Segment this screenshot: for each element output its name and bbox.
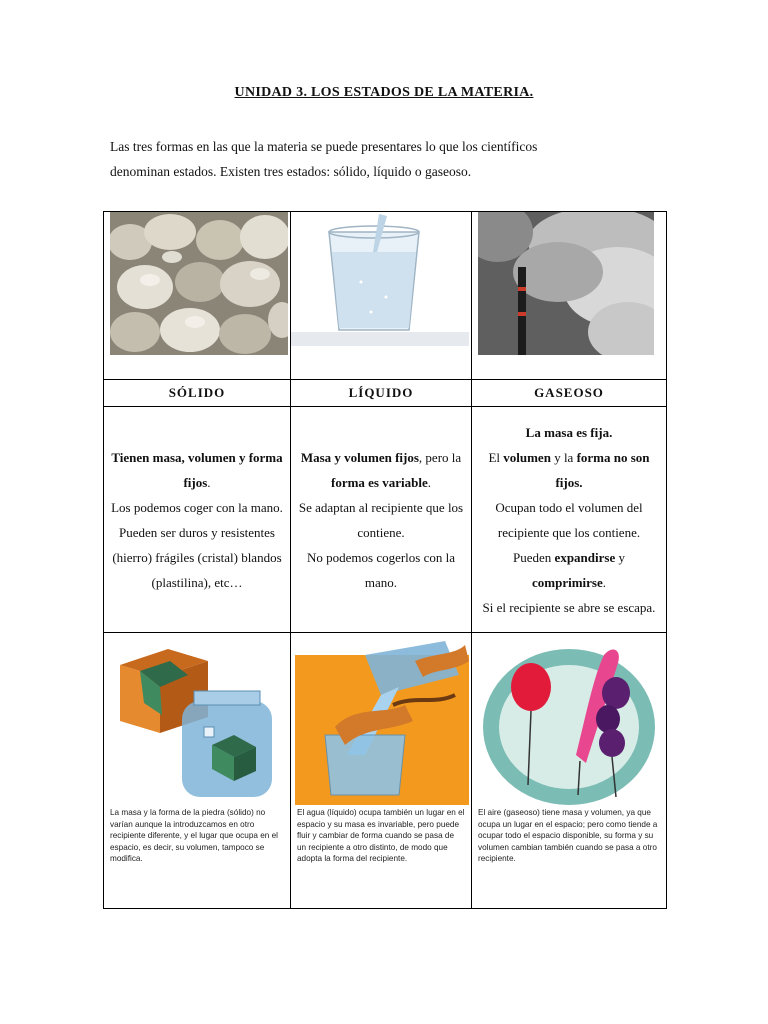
gas-text-1: El <box>488 449 504 465</box>
gas-bold-3: forma no son fijos. <box>555 449 650 490</box>
gas-bold-5: comprimirse <box>531 574 603 590</box>
gas-text-3: Ocupan todo el volumen del recipiente que los contiene. <box>495 499 643 540</box>
intro-line-1: Las tres formas en las que la materia se puede presentares lo que los científicos <box>110 139 538 154</box>
intro-line-2: denominan estados. Existen tres estados: sólido, líquido o gaseoso. <box>110 164 472 179</box>
solid-bold-1: Tienen masa, volumen y forma fijos <box>111 449 283 490</box>
smoke-chimney-photo <box>478 212 654 355</box>
page-title: UNIDAD 3. LOS ESTADOS DE LA MATERIA. <box>234 85 534 100</box>
gas-text-6: . <box>602 574 606 590</box>
solid-illustration-cell <box>104 633 291 909</box>
header-gas: GASEOSO <box>472 380 667 407</box>
liquid-bold-2: forma es variable <box>330 474 428 490</box>
gas-description <box>472 407 667 633</box>
solid-text-1: . <box>207 474 211 490</box>
liquid-illustration-cell <box>291 633 472 909</box>
stones-photo <box>110 212 288 355</box>
solid-description <box>104 407 291 633</box>
intro-paragraph <box>110 134 658 184</box>
header-solid: SÓLIDO <box>104 380 291 407</box>
liquid-caption: El agua (líquido) ocupa también un lugar en el espacio y su masa es invariable, pero puede fluir y cambiar de forma cuando se pasa de un recipiente a otro distinto, de modo que adopta la forma del recipiente. <box>297 808 465 863</box>
gas-photo-cell <box>472 212 667 380</box>
header-liquid: LÍQUIDO <box>291 380 472 407</box>
gas-bold-4: expandirse <box>554 549 616 565</box>
gas-text-5: y <box>615 549 625 565</box>
states-table <box>103 211 667 909</box>
gas-text-4: Pueden <box>513 549 555 565</box>
water-glass-photo <box>291 212 469 372</box>
solid-photo-cell <box>104 212 291 380</box>
liquid-text-5: No podemos cogerlos con la mano. <box>306 549 456 590</box>
liquid-text-3: . <box>427 474 431 490</box>
gas-text-2: y la <box>550 449 577 465</box>
gas-bold-2: volumen <box>503 449 551 465</box>
liquid-text-4: Se adaptan al recipiente que los contiene. <box>298 499 464 540</box>
solid-text-2: Los podemos coger con la mano. <box>111 499 283 515</box>
liquid-description <box>291 407 472 633</box>
liquid-bold-1: Masa y volumen fijos <box>300 449 419 465</box>
liquid-photo-cell <box>291 212 472 380</box>
pouring-water-illustration <box>295 635 469 805</box>
balloons-illustration <box>476 635 662 805</box>
solid-text-3: Pueden ser duros y resistentes (hierro) frágiles (cristal) blandos (plastilina), etc… <box>112 524 282 590</box>
liquid-text-1: , <box>418 449 423 465</box>
solid-caption: La masa y la forma de la piedra (sólido) no varían aunque la introduzcamos en otro recipiente diferente, y el lugar que ocupa en el espacio, es decir, su volumen, tampoco se modifica. <box>110 808 278 863</box>
gas-text-7: Si el recipiente se abre se escapa. <box>482 599 656 615</box>
stone-box-jar-illustration <box>108 635 288 805</box>
liquid-text-2: pero la <box>425 449 462 465</box>
gas-illustration-cell <box>472 633 667 909</box>
gas-bold-1: La masa es fija. <box>525 424 613 440</box>
gas-caption: El aire (gaseoso) tiene masa y volumen, ya que ocupa un lugar en el espacio; pero como tiende a ocupar todo el espacio disponible, su forma y su volumen cambian también cuando se pasa a otro recipiente. <box>478 808 658 863</box>
